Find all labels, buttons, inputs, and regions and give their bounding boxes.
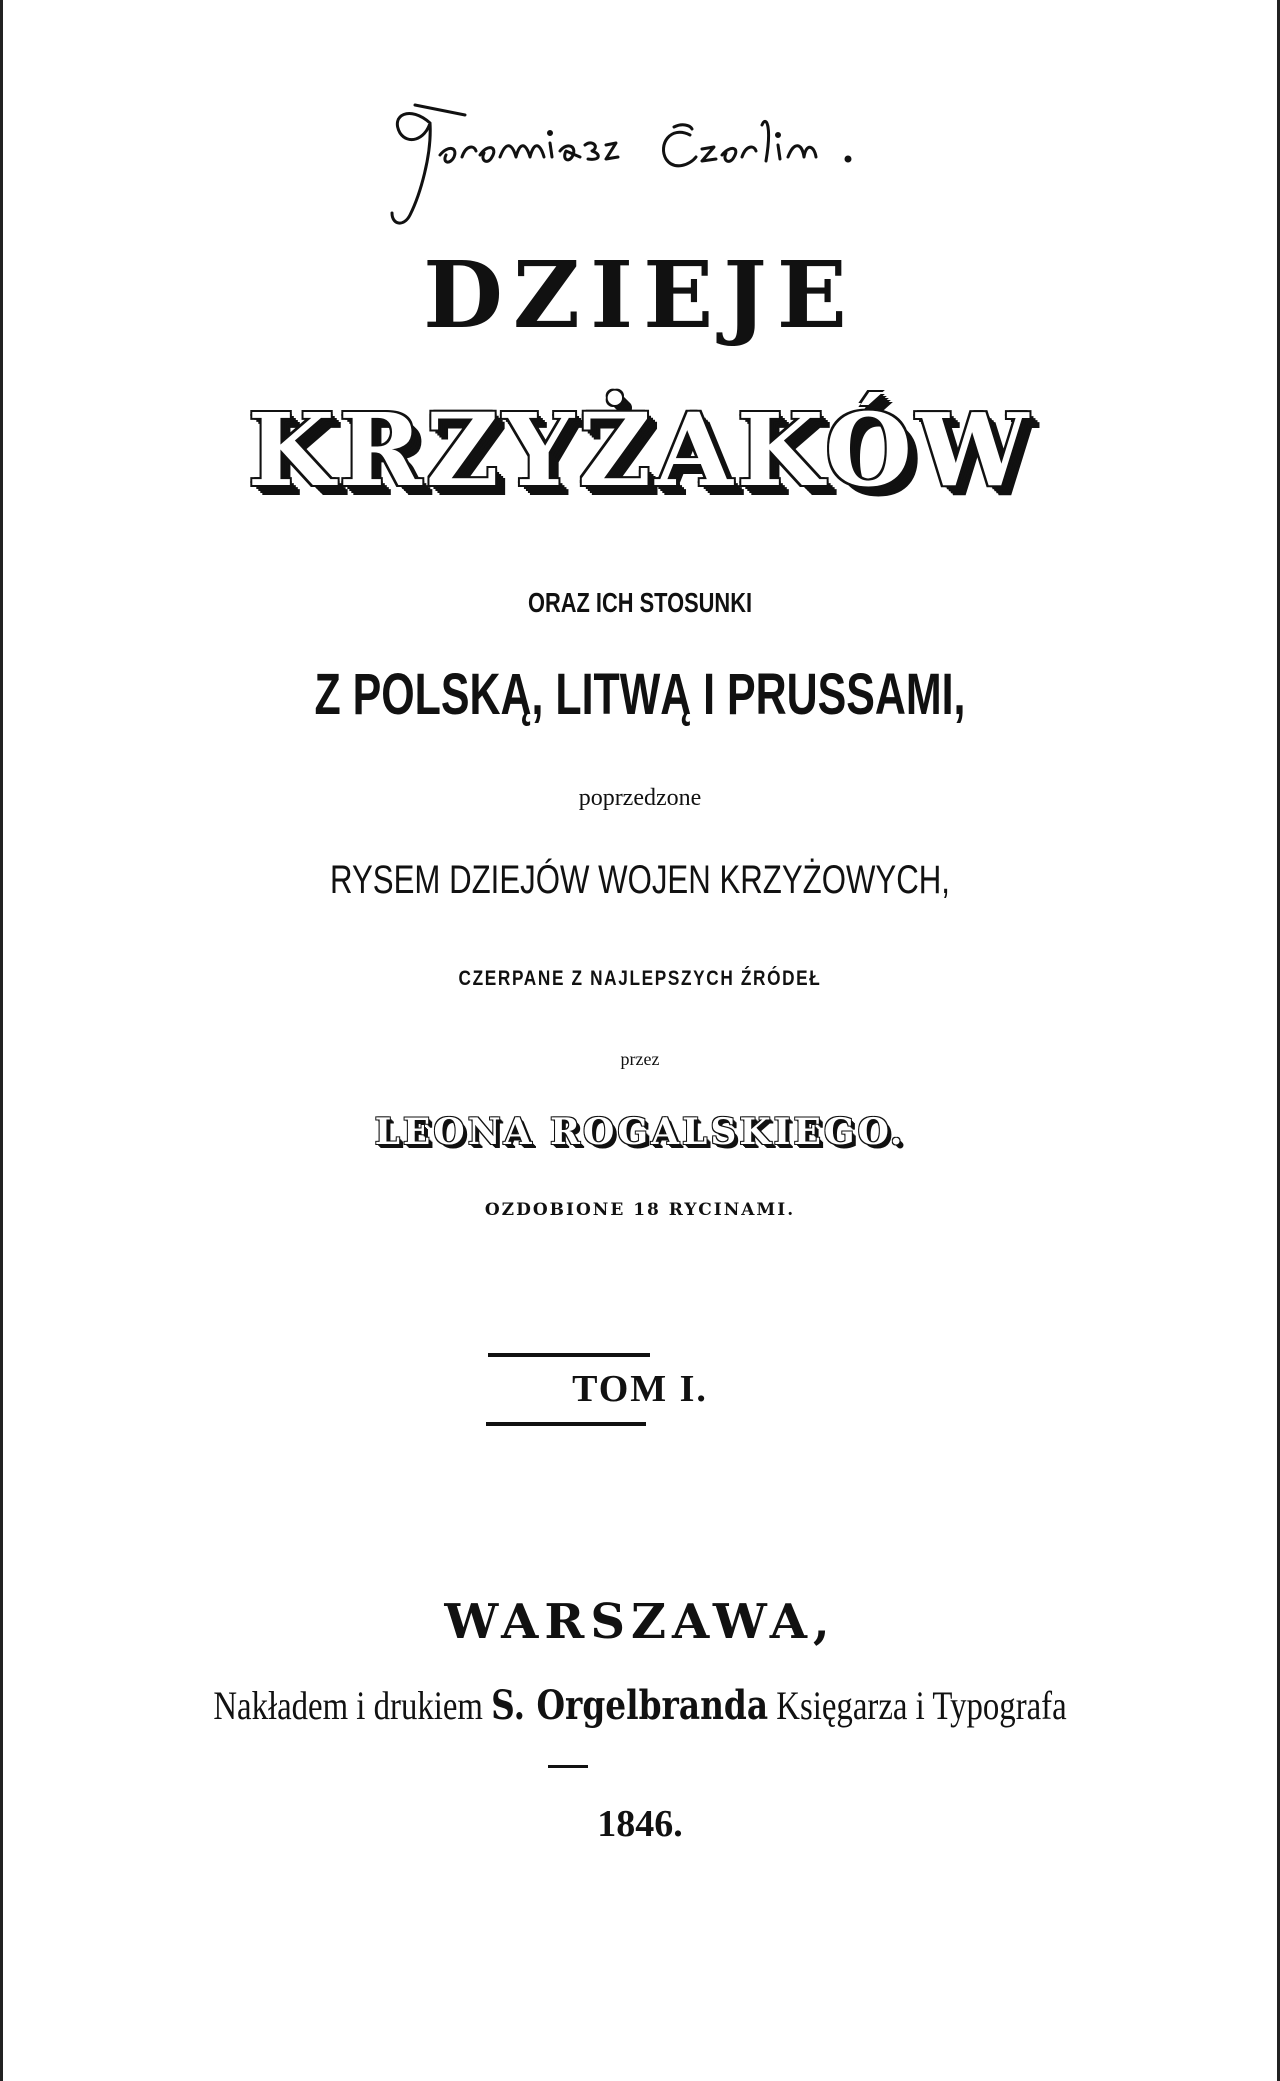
title-line-2: KRZYŻAKÓW [247,391,1033,509]
subtitle-line-2: Z POLSKĄ, LITWĄ I PRUSSAMI, [314,662,966,727]
by-label: przez [620,1049,660,1069]
imprint-line [115,1680,1165,1732]
imprint-suffix: Księgarza i Typografa [768,1683,1067,1728]
subtitle-line-4: RYSEM DZIEJÓW WOJEN KRZYŻOWYCH, [330,858,950,902]
publisher-name: S. Orgelbranda [491,1682,769,1729]
publication-year: 1846. [597,1803,683,1845]
title-line-1: DZIEJE [423,241,857,349]
illustrations-note: OZDOBIONE 18 RYCINAMI. [484,1200,796,1220]
city: WARSZAWA, [444,1594,836,1650]
rule-top [488,1353,650,1357]
imprint-prefix: Nakładem i drukiem [213,1683,492,1728]
volume-label: TOM I. [572,1368,708,1410]
handwritten-signature [370,85,970,235]
subtitle-line-3: poprzedzone [578,785,702,811]
subtitle-line-1: ORAZ ICH STOSUNKI [527,587,753,618]
subtitle-line-5: CZERPANE Z NAJLEPSZYCH ŹRÓDEŁ [458,967,822,990]
short-dash [548,1765,588,1768]
rule-bottom [486,1422,646,1426]
author-name: LEONA ROGALSKIEGO. [374,1111,906,1153]
